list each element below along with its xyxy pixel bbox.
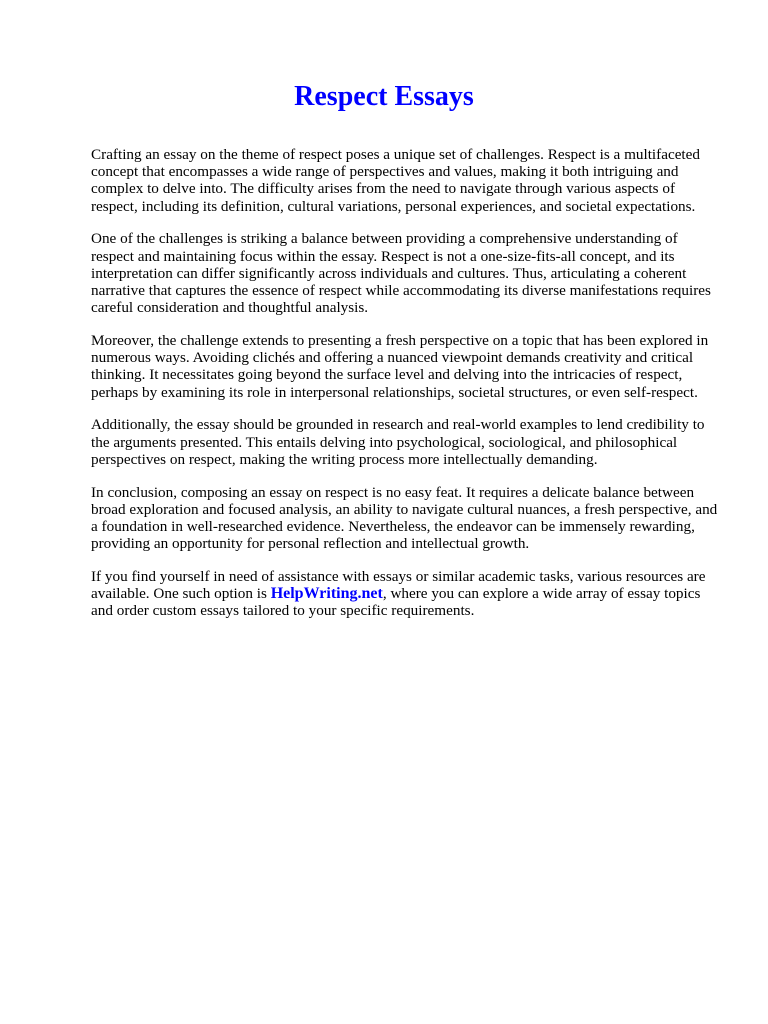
document-body bbox=[91, 146, 723, 635]
closing-paragraph bbox=[91, 568, 723, 620]
paragraph-1: Crafting an essay on the theme of respect poses a unique set of challenges. Respect is a multifaceted concept that encompasses a wide range of perspectives and values, making it both intriguing and complex to delve into. The difficulty arises from the need to navigate through various aspects of respect, including its definition, cultural variations, personal experiences, and societal expectations. bbox=[91, 146, 700, 215]
closing-text-after-link: , where you can explore a wide array of essay topics and order custom essays tailored to your specific requirements. bbox=[91, 585, 701, 620]
paragraph-5: In conclusion, composing an essay on respect is no easy feat. It requires a delicate balance between broad exploration and focused analysis, an ability to navigate cultural nuances, a fresh perspective, and a foundation in well-researched evidence. Nevertheless, the endeavor can be immensely rewarding, providing an opportunity for personal reflection and intellectual growth. bbox=[91, 483, 718, 553]
paragraph-4: Additionally, the essay should be grounded in research and real-world examples to lend credibility to the arguments presented. This entails delving into psychological, sociological, and philosophical perspectives on respect, making the writing process more intellectually demanding. bbox=[91, 416, 705, 468]
paragraph-3: Moreover, the challenge extends to presenting a fresh perspective on a topic that has been explored in numerous ways. Avoiding clichés and offering a nuanced viewpoint demands creativity and critical thinking. It necessitates going beyond the surface level and delving into the intricacies of respect, perhaps by examining its role in interpersonal relationships, societal structures, or even self-respect. bbox=[91, 332, 709, 401]
document-title: Respect Essays bbox=[294, 81, 474, 112]
paragraph-2: One of the challenges is striking a balance between providing a comprehensive understanding of respect and maintaining focus within the essay. Respect is not a one-size-fits-all concept, and its interpretation can differ significantly across individuals and cultures. Thus, articulating a coherent narrative that captures the essence of respect while accommodating its diverse manifestations requires careful consideration and thoughtful analysis. bbox=[91, 230, 711, 317]
closing-text-before-link: If you find yourself in need of assistance with essays or similar academic tasks, various resources are available. One such option is bbox=[91, 568, 706, 603]
helpwriting-link[interactable]: HelpWriting.net bbox=[270, 585, 383, 603]
